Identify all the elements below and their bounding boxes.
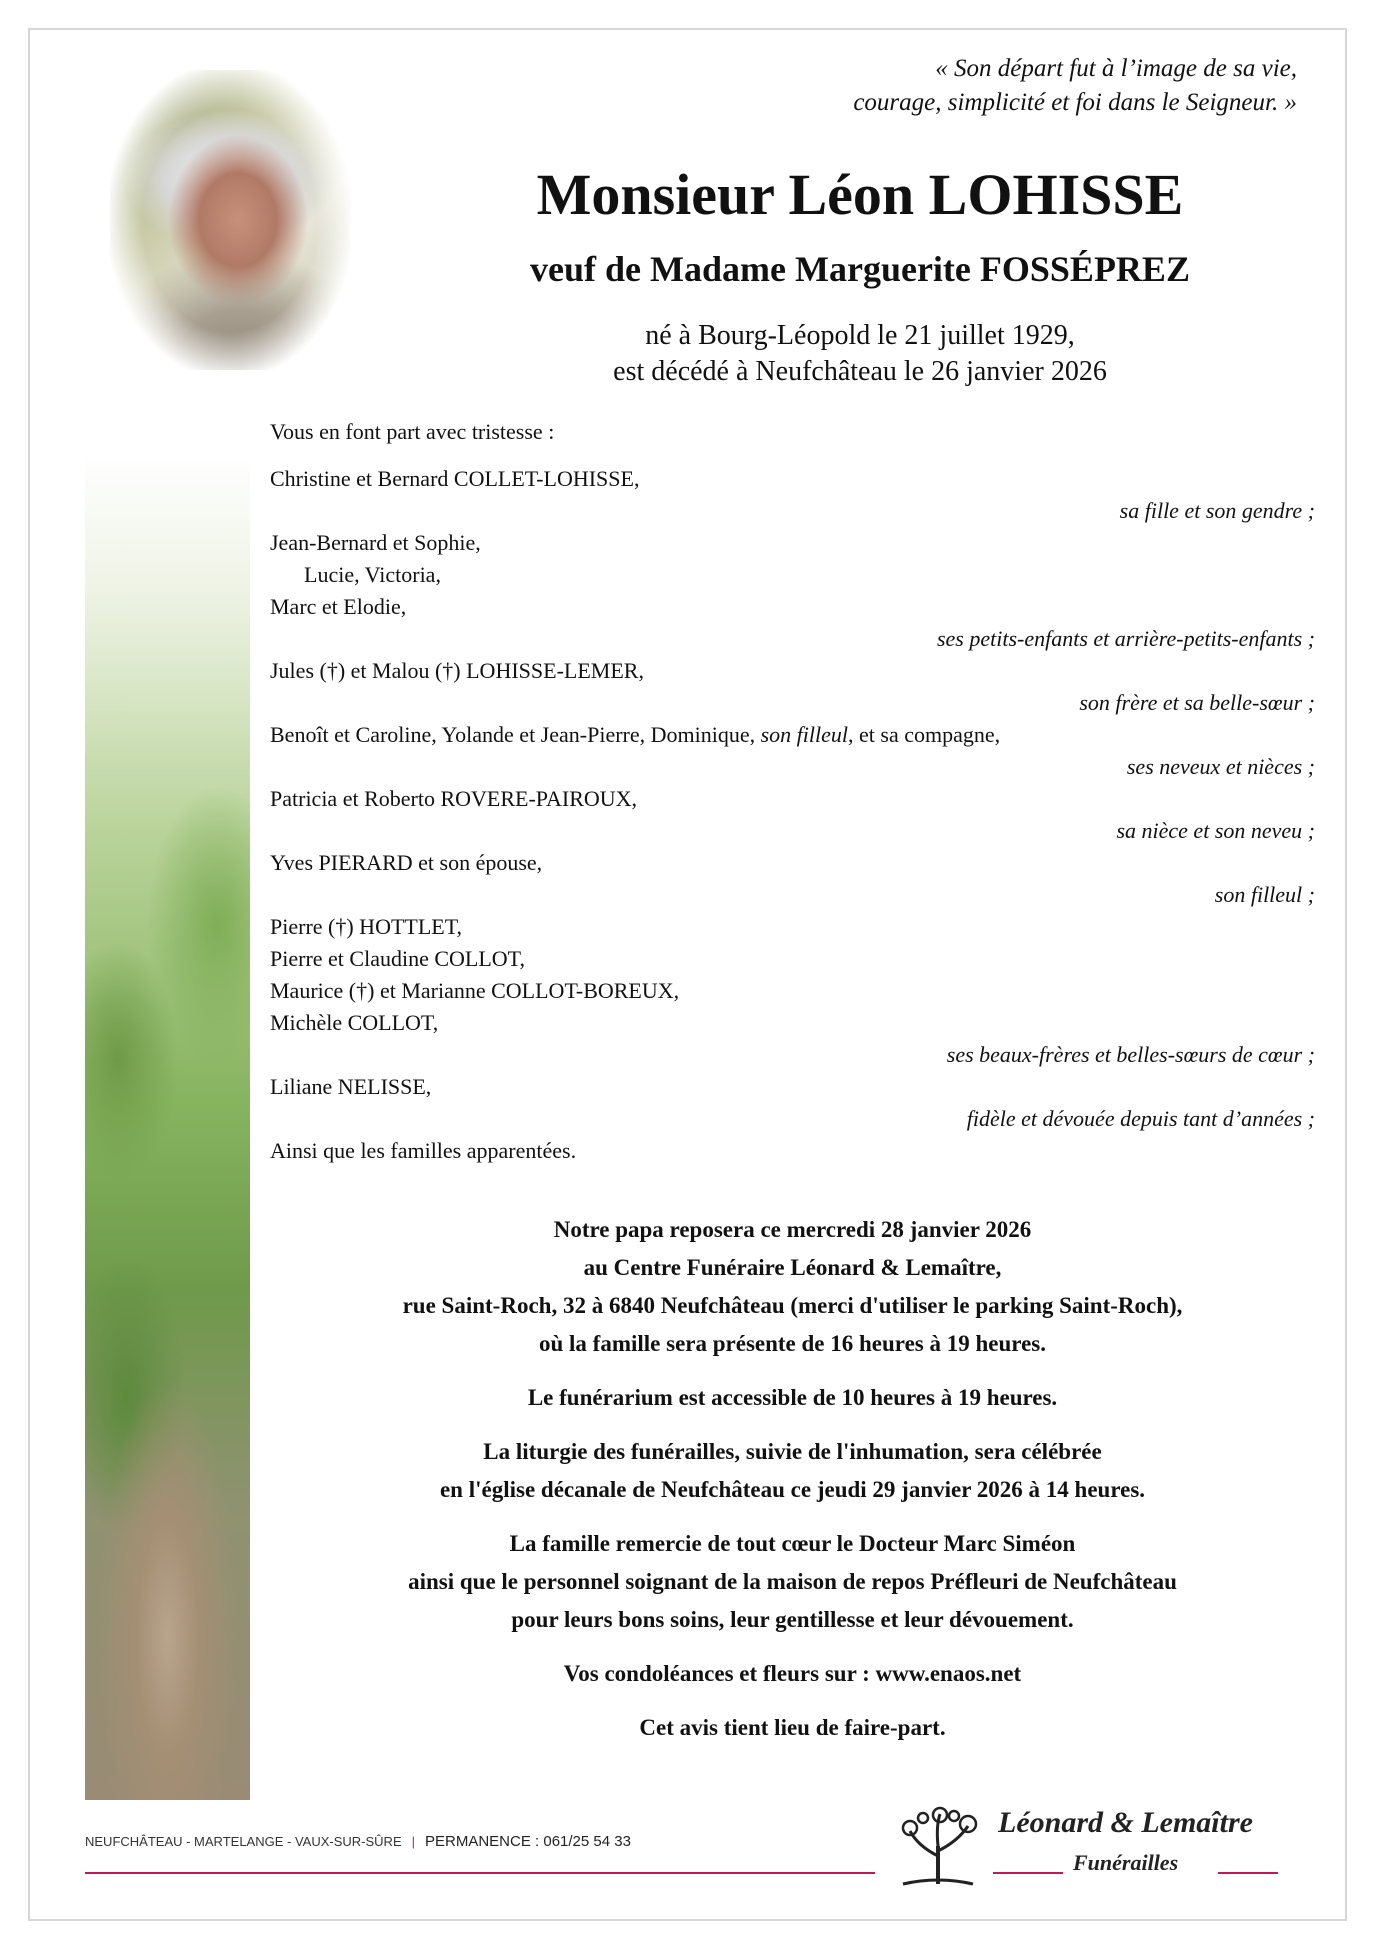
- announcement-line: ainsi que le personnel soignant de la maison de repos Préfleuri de Neufchâteau: [408, 1569, 1177, 1594]
- announcement-line: où la famille sera présente de 16 heures à 19 heures.: [538, 1331, 1046, 1356]
- birth-death-info: [370, 318, 1350, 390]
- logo-name: Léonard & Lemaître: [998, 1806, 1253, 1839]
- spouse-line: veuf de Madame Marguerite FOSSÉPREZ: [530, 249, 1190, 289]
- family-names: Liliane NELISSE,: [270, 1074, 432, 1099]
- family-list: [270, 416, 1315, 1167]
- family-names: Christine et Bernard COLLET-LOHISSE,: [270, 466, 640, 491]
- family-names: Michèle COLLOT,: [270, 1010, 439, 1035]
- announcement-line: au Centre Funéraire Léonard & Lemaître,: [583, 1255, 1002, 1280]
- logo-rule-left: [993, 1872, 1063, 1874]
- family-role: sa nièce et son neveu ;: [1116, 818, 1315, 843]
- announcement-line: pour leurs bons soins, leur gentillesse et leur dévouement.: [511, 1607, 1074, 1632]
- thanks-paragraph: [270, 1525, 1315, 1639]
- family-role: sa fille et son gendre ;: [1119, 498, 1315, 523]
- announcement-line: La famille remercie de tout cœur le Docteur Marc Siméon: [509, 1531, 1076, 1556]
- family-role: son filleul ;: [1214, 882, 1315, 907]
- logo-rule-right: [1218, 1872, 1278, 1874]
- condolences-paragraph: [270, 1655, 1315, 1693]
- family-role: ses neveux et nièces ;: [1126, 754, 1315, 779]
- footer-divider: [85, 1872, 875, 1874]
- quote-line: courage, simplicité et foi dans le Seigneur. »: [853, 89, 1297, 116]
- family-names: Jean-Bernard et Sophie,: [270, 530, 481, 555]
- family-names: Maurice (†) et Marianne COLLOT-BOREUX,: [270, 978, 680, 1003]
- footer-locations: NEUFCHÂTEAU - MARTELANGE - VAUX-SUR-SÛRE: [85, 1834, 402, 1849]
- announcement-line: Vos condoléances et fleurs sur : www.enaos.net: [563, 1661, 1022, 1686]
- deceased-name: Monsieur Léon LOHISSE: [536, 162, 1184, 227]
- family-group: [270, 719, 1315, 783]
- footer-separator: |: [411, 1834, 415, 1849]
- quote-line: « Son départ fut à l’image de sa vie,: [935, 55, 1297, 82]
- tree-icon: [888, 1806, 988, 1886]
- family-closing: Ainsi que les familles apparentées.: [270, 1138, 577, 1163]
- announcement-line: Cet avis tient lieu de faire-part.: [639, 1715, 946, 1740]
- family-names: Pierre et Claudine COLLOT,: [270, 946, 525, 971]
- logo-subtitle: Funérailles: [1073, 1850, 1179, 1875]
- death-line: est décédé à Neufchâteau le 26 janvier 2026: [613, 356, 1107, 387]
- funerarium-hours-paragraph: [270, 1379, 1315, 1417]
- family-intro: Vous en font part avec tristesse :: [270, 419, 555, 444]
- portrait-photo: [110, 70, 350, 370]
- family-names: Benoît et Caroline, Yolande et Jean-Pierre, Dominique, son filleul, et sa compagne,: [270, 722, 1001, 747]
- family-group: [270, 847, 1315, 911]
- family-names: Pierre (†) HOTTLET,: [270, 914, 463, 939]
- family-names: Jules (†) et Malou (†) LOHISSE-LEMER,: [270, 658, 644, 683]
- family-role: fidèle et dévouée depuis tant d’années ;: [966, 1106, 1315, 1131]
- announcement-line: La liturgie des funérailles, suivie de l'inhumation, sera célébrée: [483, 1439, 1102, 1464]
- footer-permanence: PERMANENCE : 061/25 54 33: [425, 1833, 631, 1850]
- funeral-announcements: [270, 1211, 1315, 1763]
- family-group: [270, 463, 1315, 527]
- birth-line: né à Bourg-Léopold le 21 juillet 1929,: [645, 320, 1075, 351]
- family-names: Lucie, Victoria,: [304, 562, 441, 587]
- funeral-home-logo: [888, 1806, 1288, 1886]
- family-group: [270, 911, 1315, 1071]
- family-names: Yves PIERARD et son épouse,: [270, 850, 543, 875]
- announcement-line: rue Saint-Roch, 32 à 6840 Neufchâteau (merci d'utiliser le parking Saint-Roch),: [402, 1293, 1183, 1318]
- family-group: [270, 527, 1315, 655]
- epigraph-quote: [597, 52, 1297, 120]
- family-role: son frère et sa belle-sœur ;: [1079, 690, 1315, 715]
- liturgy-paragraph: [270, 1433, 1315, 1509]
- forest-path-image: [85, 455, 250, 1800]
- family-role: ses petits-enfants et arrière-petits-enfants ;: [936, 626, 1315, 651]
- announcement-line: Notre papa reposera ce mercredi 28 janvier 2026: [553, 1217, 1032, 1242]
- family-names: Patricia et Roberto ROVERE-PAIROUX,: [270, 786, 638, 811]
- announcement-line: Le funérarium est accessible de 10 heures à 19 heures.: [527, 1385, 1058, 1410]
- family-names: Marc et Elodie,: [270, 594, 407, 619]
- family-group: [270, 783, 1315, 847]
- godson-emphasis: son filleul: [760, 722, 849, 747]
- footer-contact: [85, 1833, 631, 1850]
- family-role: ses beaux-frères et belles-sœurs de cœur ;: [946, 1042, 1315, 1067]
- family-group: [270, 655, 1315, 719]
- notice-paragraph: [270, 1709, 1315, 1747]
- family-group: [270, 1071, 1315, 1135]
- announcement-line: en l'église décanale de Neufchâteau ce jeudi 29 janvier 2026 à 14 heures.: [439, 1477, 1146, 1502]
- visitation-paragraph: [270, 1211, 1315, 1363]
